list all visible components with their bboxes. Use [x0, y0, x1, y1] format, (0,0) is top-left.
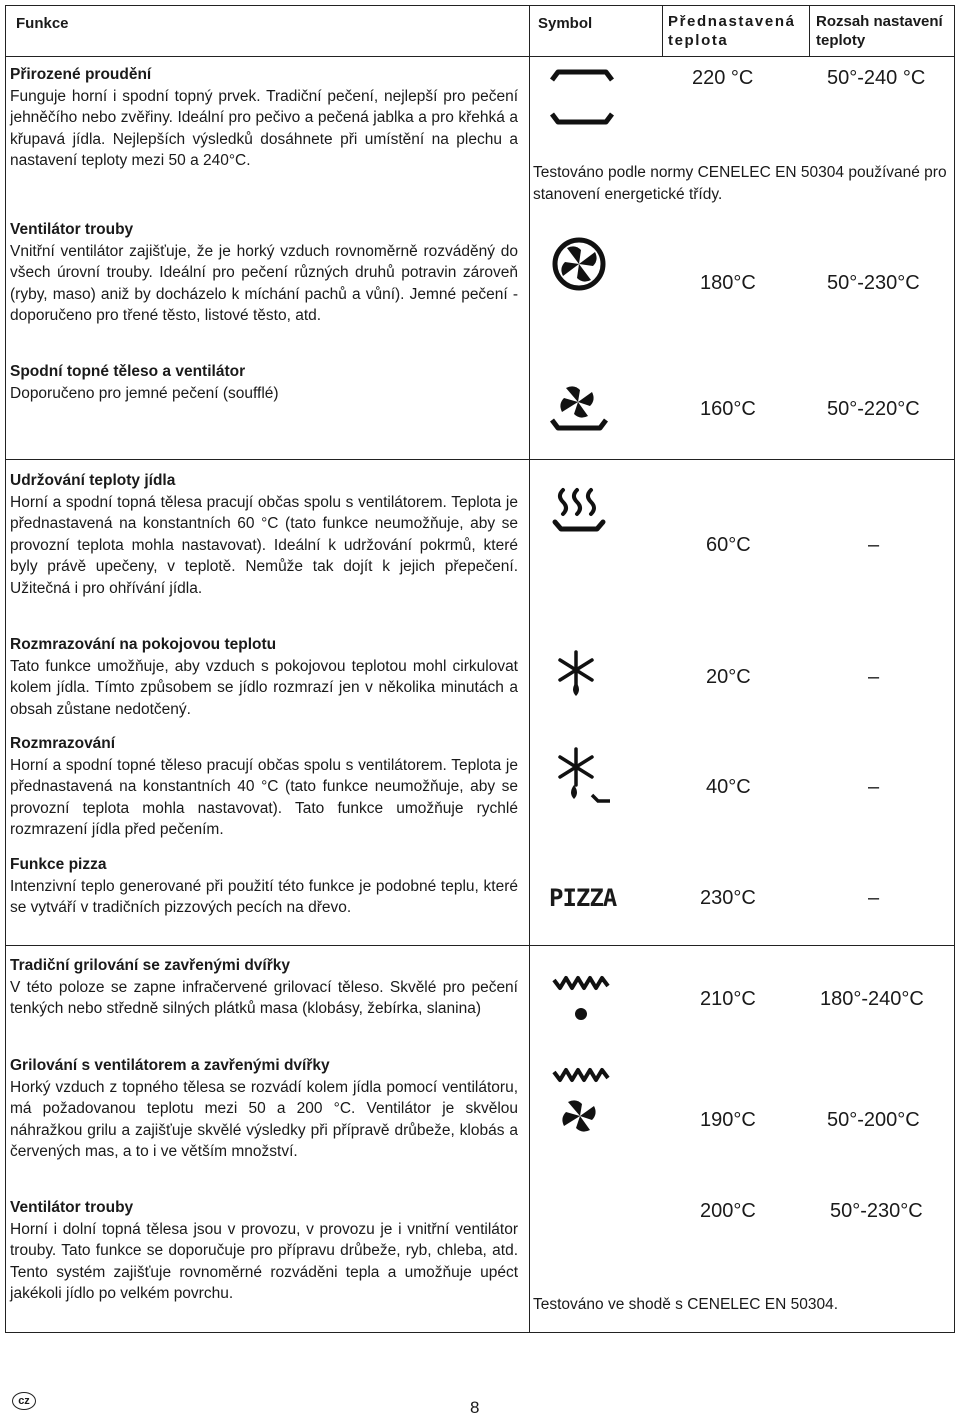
- pizza-icon: PIZZA: [549, 884, 617, 912]
- function-description: Doporučeno pro jemné pečení (soufflé): [10, 384, 279, 402]
- function-row-oven-fan: [10, 219, 518, 327]
- header-function: Funkce: [16, 15, 69, 32]
- function-row-defrost: [10, 733, 518, 841]
- function-title: Přirozené proudění: [10, 66, 152, 83]
- header-divider: [6, 56, 954, 57]
- temperature-range: –: [868, 887, 880, 909]
- preset-temperature: 60°C: [706, 534, 751, 556]
- temperature-range: 50°-220°C: [827, 398, 920, 420]
- temperature-range: 180°-240°C: [820, 988, 924, 1010]
- temperature-range: 50°-240 °C: [827, 67, 926, 89]
- function-title: Rozmrazování: [10, 735, 116, 752]
- function-row-pizza: [10, 854, 518, 919]
- temperature-range: 50°-230°C: [830, 1200, 923, 1222]
- preset-temperature: 40°C: [706, 776, 751, 798]
- country-code-badge: cz: [12, 1392, 36, 1410]
- function-title: Ventilátor trouby: [10, 221, 134, 238]
- page-number: 8: [470, 1398, 480, 1417]
- function-description: Tato funkce umožňuje, aby vzduch s pokojovou teplotou mohl cirkulovat kolem jídla. Tímto způsobem se jídlo rozmrazí jen v několika minutách a obsah zůstane nedotčený.: [10, 657, 518, 718]
- function-title: Tradiční grilování se zavřenými dvířky: [10, 957, 290, 974]
- defrost-icon: [552, 648, 600, 700]
- temperature-range: 50°-200°C: [827, 1109, 920, 1131]
- function-description: Horký vzduch z topného tělesa se rozvádí kolem jídla pomocí ventilátoru, má požadovanou teplotu mezi 50 a 200 °C. Ventilátor je skvělou náhražkou grilu a zajišťuje skvělé výsledky při přípravě drůbeže, klobás a červených mas, a to i ve větším množství.: [10, 1078, 518, 1161]
- function-description: Funguje horní i spodní topný prvek. Tradiční pečení, nejlepší pro pečení jehněčího nebo zvěřiny. Ideální pro pečivo a pečená jablka a pro křehká a křupavá jídla. Nejlepších výsledků dosáhnete při umístění na plechu a nastavení teploty mezi 50 a 240°C.: [10, 87, 518, 170]
- defrost-heat-icon: [552, 745, 612, 805]
- preset-temperature: 180°C: [700, 272, 756, 294]
- grill-icon: [550, 970, 612, 1024]
- function-description: Vnitřní ventilátor zajišťuje, že je horký vzduch rovnoměrně rozváděný do všech úrovní trouby. Ideální pro pečení různých druhů potravin zároveň (ryby, maso) aniž by docházelo k míchání pachů a vůní). Jemné pečení - doporučeno pro třené těsto, listové těsto, atd.: [10, 242, 518, 325]
- preset-temperature: 230°C: [700, 887, 756, 909]
- function-title: Funkce pizza: [10, 856, 107, 873]
- function-title: Udržování teploty jídla: [10, 472, 176, 489]
- fan-bottom-heating-icon: [548, 380, 610, 434]
- keep-warm-icon: [551, 484, 607, 534]
- function-description: Horní i dolní topná tělesa jsou v provozu, v provozu je i vnitřní ventilátor trouby. Tato funkce se doporučuje pro přípravu drůbeže, ryb, chleba, atd. Tento systém zajišťuje rovnoměrné rozváděni tepla a umožňuje upéct jakékoli jídlo po velkém povrchu.: [10, 1220, 518, 1303]
- temperature-range: –: [868, 666, 880, 688]
- header-temperature-range: Rozsah nastavení teploty: [816, 13, 943, 49]
- preset-temperature: 160°C: [700, 398, 756, 420]
- header-symbol: Symbol: [538, 15, 593, 32]
- function-row-fan-top-bottom: [10, 1197, 518, 1305]
- function-description: Intenzivní teplo generované při použití této funkce je podobné teplu, které se vytváří v tradičních pizzových pecích na dřevo.: [10, 877, 518, 917]
- function-description: Horní a spodní topné těleso pracují občas spolu s ventilátorem. Teplota je přednastavená na konstantních 40 °C (tato funkce neumožňuje, aby se provozní teplota mohla nastavovat). Tato funkce umožňuje rychlé rozmrazení jídla před pečením.: [10, 756, 518, 839]
- grill-fan-icon: [550, 1062, 612, 1142]
- top-bottom-heating-icon: [548, 66, 618, 130]
- preset-temperature: 220 °C: [692, 67, 754, 89]
- function-row-room-defrost: [10, 634, 518, 720]
- fan-icon: [551, 236, 607, 292]
- function-title: Ventilátor trouby: [10, 1199, 134, 1216]
- section-divider: [6, 459, 954, 460]
- temperature-range: –: [868, 534, 880, 556]
- preset-temperature: 20°C: [706, 666, 751, 688]
- function-row-grill-fan: [10, 1055, 518, 1163]
- preset-temperature: 200°C: [700, 1200, 756, 1222]
- temperature-range: –: [868, 776, 880, 798]
- function-description: V této poloze se zapne infračervené grilovací těleso. Skvělé pro pečení tenkých nebo středně silných plátků masa (klobásy, žebírka, slanina): [10, 978, 518, 1018]
- preset-temperature: 210°C: [700, 988, 756, 1010]
- function-row-bottom-heating-fan: [10, 361, 518, 404]
- preset-temperature: 190°C: [700, 1109, 756, 1131]
- function-title: Spodní topné těleso a ventilátor: [10, 363, 246, 380]
- function-row-grill: [10, 955, 518, 1020]
- temperature-range: 50°-230°C: [827, 272, 920, 294]
- function-row-natural-convection: [10, 64, 518, 172]
- function-row-keep-warm: [10, 470, 518, 600]
- column-divider: [529, 6, 530, 1332]
- header-preset-temperature: Přednastavená teplota: [668, 13, 796, 49]
- section-divider: [6, 945, 954, 946]
- column-divider: [809, 6, 810, 56]
- cenelec-note: Testováno ve shodě s CENELEC EN 50304.: [533, 1296, 839, 1313]
- function-title: Grilování s ventilátorem a zavřenými dvířky: [10, 1057, 330, 1074]
- cenelec-note: Testováno podle normy CENELEC EN 50304 používané pro stanovení energetické třídy.: [533, 164, 947, 203]
- function-description: Horní a spodní topná tělesa pracují občas spolu s ventilátorem. Teplota je přednastavená na konstantních 60 °C (tato funkce neumožňuje, aby se provozní teplota mohla nastavovat). Ideální k udržování pokrmů, které byly právě upečeny, v teplotě. Nemůže tak dojít k jejich přepečení. Užitečná i pro ohřívání jídla.: [10, 493, 518, 597]
- function-title: Rozmrazování na pokojovou teplotu: [10, 636, 277, 653]
- column-divider: [662, 6, 663, 56]
